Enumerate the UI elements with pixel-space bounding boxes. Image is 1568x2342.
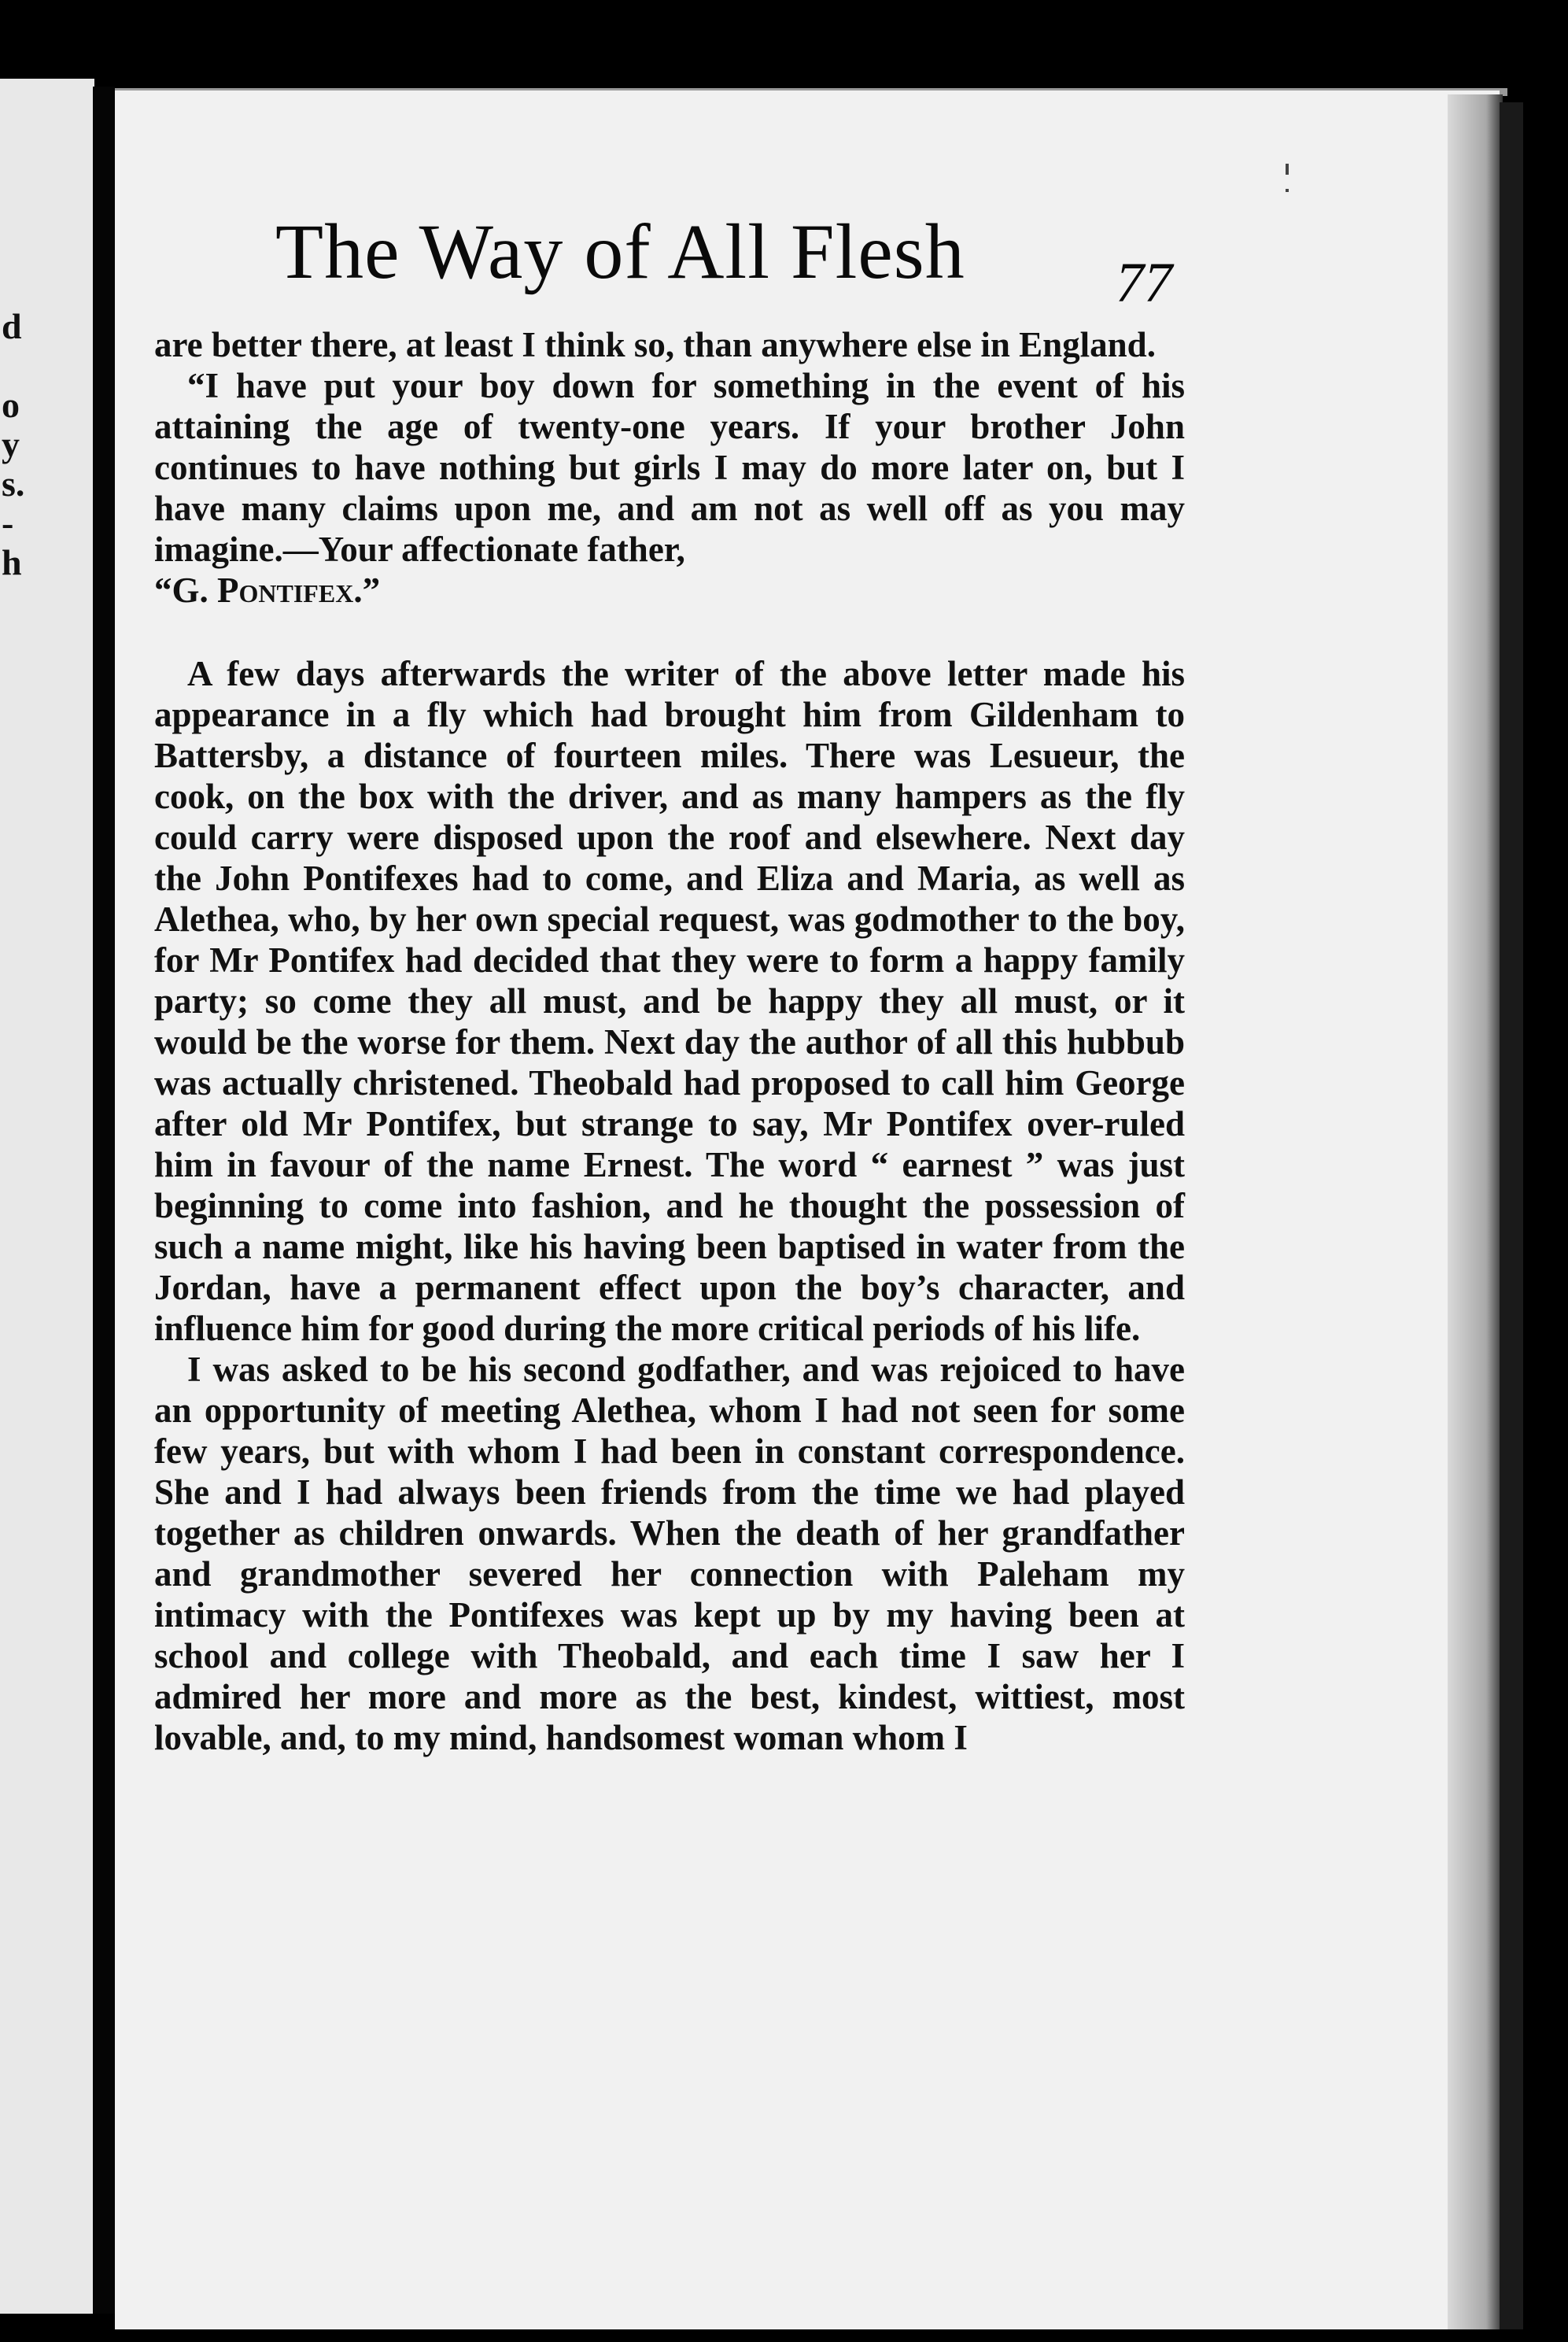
edge-char: - <box>2 503 14 543</box>
page-edge-shadow <box>1448 94 1503 2329</box>
page-stack-edge <box>1500 102 1523 2329</box>
running-header <box>275 206 1219 297</box>
signature-close: .” <box>353 571 381 610</box>
edge-char: h <box>2 542 22 582</box>
page-body <box>154 324 1185 1758</box>
running-title: The Way of All Flesh <box>275 208 965 295</box>
page-number: 77 <box>1116 251 1172 314</box>
paragraph-letter: “I have put your boy down for something in the event of his attaining the age of twenty-one years. If your brother John continues to have nothing but girls I may do more later on, but I have many claims upon me, and am not as well off as you may imagine.—Your affectionate father, <box>154 366 1185 569</box>
paragraph-godfather: I was asked to be his second godfather, and was rejoiced to have an opportunity of meeting Alethea, whom I had not seen for some few years, but with whom I had been in constant correspondence. She and I had always been friends from the time we had played together as children onwards. When the death of her grandfather and grandmother severed her connection with Paleham my intimacy with the Pontifexes was kept up by my having been at school and college with Theobald, and each time I saw her I admired her more and more as the best, kindest, wittiest, most lovable, and, to my mind, handsomest woman whom I <box>154 1350 1185 1757</box>
letter-signature <box>154 570 1185 611</box>
signature-open: “G. <box>154 571 218 610</box>
edge-char: o <box>2 385 20 425</box>
edge-char: d <box>2 306 22 346</box>
scan-speck <box>1286 189 1289 192</box>
book-gutter <box>93 87 115 2314</box>
paragraph-continuation: are better there, at least I think so, than anywhere else in England. <box>154 325 1156 364</box>
section-gap <box>154 611 1185 653</box>
edge-char: y <box>2 424 20 464</box>
facing-page-fragment <box>0 79 94 2314</box>
facing-page-edge-text <box>2 307 24 582</box>
paragraph-christening: A few days afterwards the writer of the above letter made his appearance in a fly which had brought him from Gildenham to Battersby, a distance of fourteen miles. There was Lesueur, the cook, on the box with the driver, and as many hampers as the fly could carry were disposed upon the roof and elsewhere. Next day the John Pontifexes had to come, and Eliza and Maria, as well as Alethea, who, by her own special request, was godmother to the boy, for Mr Pontifex had decided that they were to form a happy family party; so come they all must, and be happy they all must, or it would be the worse for them. Next day the author of all this hubbub was actually christened. Theobald had proposed to call him George after old Mr Pontifex, but strange to say, Mr Pontifex over-ruled him in favour of the name Ernest. The word “ earnest ” was just beginning to come into fashion, and he thought the possession of such a name might, like his having been baptised in water from the Jordan, have a permanent effect upon the boy’s character, and influence him for good during the more critical periods of his life. <box>154 654 1185 1348</box>
scan-speck <box>1286 164 1289 175</box>
edge-char: s. <box>2 464 25 504</box>
edge-char <box>2 346 24 386</box>
signature-name: Pontifex <box>217 571 354 610</box>
